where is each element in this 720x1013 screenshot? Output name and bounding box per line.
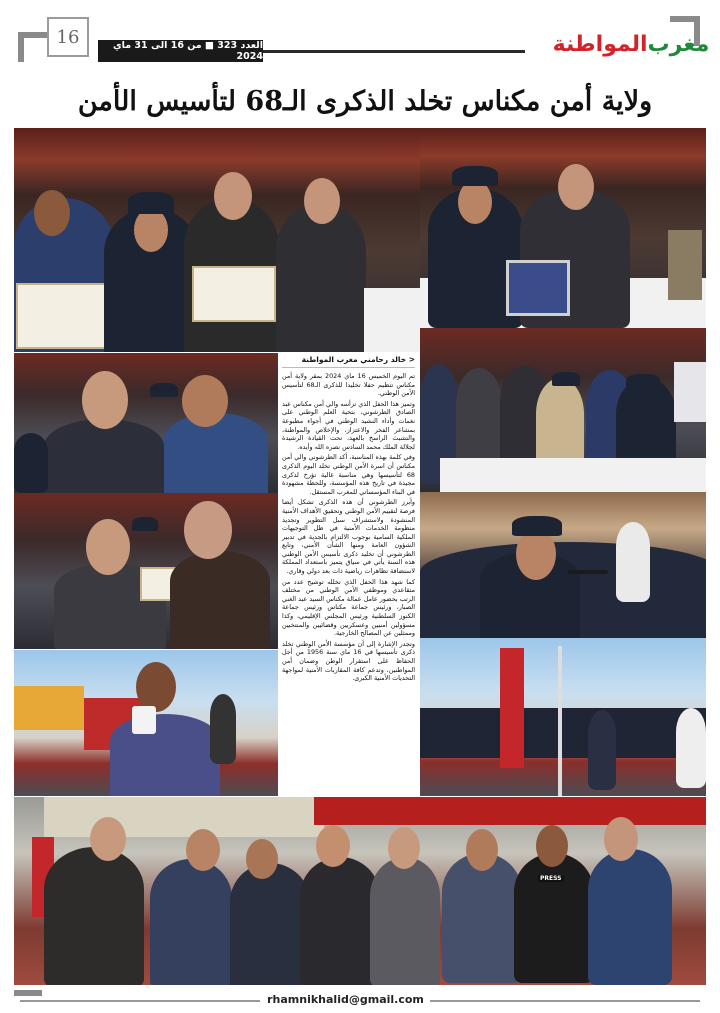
photo-honoree-certificate: [14, 493, 278, 649]
photo-certificate-ceremony: [14, 128, 420, 352]
photo-group-guests: [14, 797, 706, 985]
article-column: [280, 353, 417, 795]
article-byline: < خالد رحامني مغرب المواطنة: [282, 355, 415, 368]
article-paragraph: وتميز هذا الحفل الذي ترأسه والي أمن مكناس عبد الصادق الطرشوني، بتحية العلم الوطني على نغمات وأداء النشيد الوطني في أجواء مطبوعة بمشاعر الفخر والاعتزاز، والإخلاص والمواطنة، والتشبث الراسخ بالعهد، تحت القيادة الرشيدة لجلالة الملك محمد السادس نصره الله وأيده.: [282, 399, 415, 451]
photo-speech-ceremony: [420, 492, 706, 638]
article-paragraph: وأبرز الطرشوني أن هذه الذكرى تشكل أيضا فرصة لتقييم الأمن الوطني وتحقيق الأهداف الأمنية المنشودة ولاستشراف سبل التطوير وتجديد منظومة الخدمات الأمنية في ظل التوجيهات الملكية السامية بوجوب الالتزام بالجدية في تدبير الشؤون العامة ومنها الشأن الأمني، وتابع الطرشوني أن تخليد ذكرى تأسيس الأمن الوطني هذه السنة يأتي في سياق يتميز باستعداد المملكة لاستضافة تظاهرات رياضية ذات بعد دولي وقاري.: [282, 498, 415, 576]
page-number: 16: [47, 17, 89, 57]
article-paragraph: تم اليوم الخميس 16 ماي 2024 بمقر ولاية أمن مكناس تنظيم حفلا تخليدا للذكرى الـ68 لتأسيس الأمن الوطني.: [282, 372, 415, 398]
photo-officials-cake: [420, 328, 706, 492]
article-paragraph: وتجدر الإشارة إلى أن مؤسسة الأمن الوطني تخلد ذكرى تأسيسها في 16 ماي سنة 1956 من أجل الحفاظ على استقرار الوطن وضمان أمن المواطنين، وتدعم كافة المقاربات الأمنية لمواجهة التحديات الأمنية الكبرى.: [282, 639, 415, 683]
page-headline: ولاية أمن مكناس تخلد الذكرى الـ68 لتأسيس الأمن: [77, 86, 653, 117]
photo-flag-parade: [420, 638, 706, 796]
footer-rule-left: [20, 1000, 260, 1002]
photo-plaque-presentation: [420, 128, 706, 328]
logo-text-part2: المواطنة: [552, 31, 648, 57]
issue-info: العدد 323 ■ من 16 الى 31 ماي 2024: [98, 40, 263, 62]
corner-frame-top-right: [670, 16, 700, 46]
corner-frame-top-left: [18, 32, 48, 62]
article-paragraph: وفي كلمة بهذه المناسبة، أكد الطرشوني والي أمن مكناس أن اسرة الأمن الوطني تخلد اليوم الذكرى 68 لتأسيسها وهي مناسبة غالية تؤرخ لذكرى مجيدة في تاريخ هذه المؤسسة، وللحظة مشهودة في البناء المؤسساتي للمغرب المستقل.: [282, 453, 415, 496]
footer-rule-right: [430, 1000, 700, 1002]
photo-medal-pinning: [14, 353, 278, 493]
press-vest-label: PRESS: [540, 875, 562, 882]
article-paragraph: كما شهد هذا الحفل الذي تخلله توشيح عدد من متقاعدي وموظفي الأمن الوطني من مختلف الرتب بحضور عامل عمالة مكناس السيد عبد الغني الصبار، ورئيس جماعة مكناس ورئيس جماعة الكنوز السلطنية ورئيس المجلس الإقليمي، وكذا مسؤولين أمنيين وعسكريين وقضائيين والمنتخبين وممثلين عن المصالح الخارجية.: [282, 577, 415, 638]
logo-text-part1: مغرب: [647, 31, 710, 57]
photo-interview: [14, 650, 278, 796]
footer-email: rhamnikhalid@gmail.com: [267, 993, 424, 1006]
header-rule: [263, 50, 525, 53]
corner-frame-bottom-left: [14, 990, 42, 996]
